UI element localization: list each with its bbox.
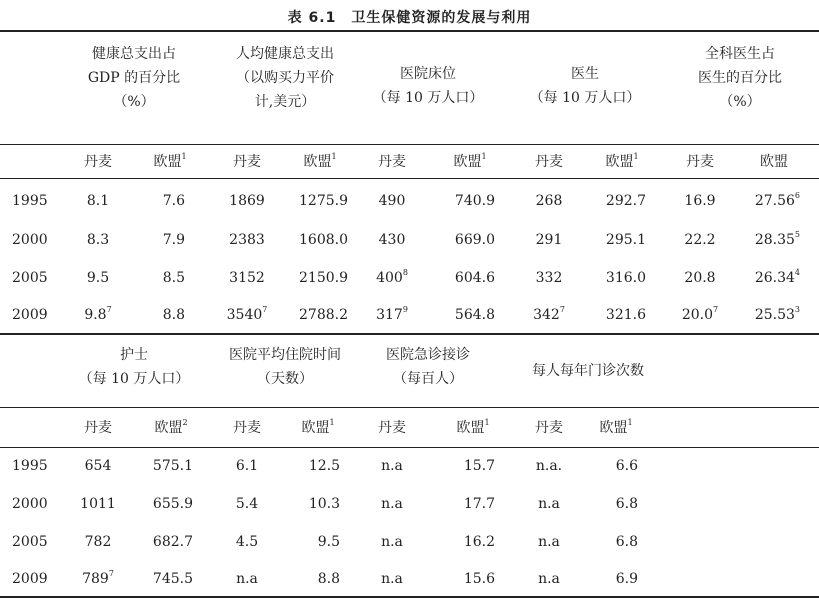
subheader-denmark: 丹麦 [84,154,112,170]
cell-eu: 28.35$^5$ [754,230,800,248]
cell-denmark: 20.8 [684,270,716,286]
cell-denmark: n.a [381,534,403,550]
header-line: （天数） [257,371,313,387]
header-line: GDP 的百分比 [87,70,181,86]
cell-eu: 25.53$^3$ [754,305,800,323]
footnote-mark: 4 [794,268,800,278]
cell-denmark: n.a. [535,458,563,474]
cell-eu: 655.9 [152,496,193,512]
cell-eu: 6.8 [615,496,638,512]
footnote-mark: 1 [627,418,633,428]
cell-eu: 7.9 [162,232,185,248]
cell-denmark: 8.1 [86,193,110,209]
header-line: 每人每年门诊次数 [532,363,644,379]
subheader-denmark: 丹麦 [378,420,406,436]
cell-eu: 1608.0 [299,232,348,248]
cell-eu: 682.7 [152,534,193,550]
upper-group-header-5 [650,42,819,114]
footnote-mark: 8 [402,268,408,278]
row-year: 2009 [12,571,48,587]
subheader-eu: 欧盟$^1$ [453,152,487,170]
cell-denmark: n.a [538,496,560,512]
cell-eu: 9.5 [317,534,340,550]
cell-eu: 575.1 [152,458,193,474]
footnote-mark: 7 [106,305,112,315]
row-year: 2000 [12,232,48,248]
cell-denmark: 9.5 [86,270,110,286]
lower-group-header-3 [338,343,518,391]
table-title: 表 6.1 卫生保健资源的发展与利用 [287,10,532,26]
cell-denmark: $789^7$ [82,569,114,587]
footnote-mark: 7 [559,305,565,315]
cell-denmark: 2383 [229,232,265,248]
subheader-eu: 欧盟 [760,154,788,170]
row-year: 2005 [12,270,48,286]
cell-denmark: n.a [236,571,258,587]
subheader-denmark: 丹麦 [84,420,112,436]
cell-eu: 745.5 [152,571,193,587]
cell-denmark: n.a [538,571,560,587]
header-line: （每 10 万人口） [78,371,190,387]
cell-denmark: n.a [381,496,403,512]
cell-eu: 292.7 [605,193,646,209]
cell-denmark: 6.1 [235,458,259,474]
cell-denmark: 1011 [80,496,116,512]
cell-denmark: 1869 [229,193,265,209]
subheader-denmark: 丹麦 [535,420,563,436]
cell-eu: 316.0 [605,270,646,286]
upper-subheader-rule [0,178,819,179]
cell-denmark: 22.2 [684,232,716,248]
upper-header-rule [0,144,819,145]
cell-denmark: 20.0$^7$ [681,305,719,323]
row-year: 2000 [12,496,48,512]
cell-eu: 564.8 [454,307,495,323]
cell-denmark: 3540$^7$ [226,305,268,323]
subheader-denmark: 丹麦 [535,154,563,170]
cell-eu: 2788.2 [299,307,348,323]
upper-group-header-3 [338,62,518,110]
cell-denmark: 782 [84,534,112,550]
cell-denmark: 8.3 [86,232,110,248]
lower-subheader-rule [0,447,819,448]
cell-denmark: 490 [378,193,406,209]
footnote-mark: 1 [484,418,490,428]
middle-rule [0,333,819,335]
footnote-mark: 1 [331,152,337,162]
footnote-mark: 9 [402,305,408,315]
cell-eu: 15.7 [463,458,495,474]
cell-denmark: $9.8^7$ [84,305,112,323]
header-line: 计,美元） [254,94,316,110]
cell-denmark: $317^9$ [376,305,408,323]
header-line: 医院床位 [400,66,456,82]
header-line: 医生的百分比 [698,70,782,86]
row-year: 1995 [12,458,48,474]
cell-denmark: n.a [538,534,560,550]
cell-eu: 6.8 [615,534,638,550]
subheader-denmark: 丹麦 [233,420,261,436]
header-line: （%） [719,94,761,110]
cell-eu: 12.5 [308,458,340,474]
row-year: 2009 [12,307,48,323]
header-line: 健康总支出占 [92,46,176,62]
header-line: 医院急诊接诊 [386,347,470,363]
cell-eu: 6.9 [615,571,638,587]
footnote-mark: 1 [329,418,335,428]
subheader-eu: 欧盟$^2$ [154,418,188,436]
header-line: （每 10 万人口） [372,90,484,106]
header-line: 人均健康总支出 [236,46,334,62]
subheader-eu: 欧盟$^1$ [456,418,490,436]
cell-denmark: n.a [381,571,403,587]
cell-eu: 26.34$^4$ [754,268,800,286]
footnote-mark: 7 [108,569,114,579]
subheader-eu: 欧盟$^1$ [599,418,633,436]
footnote-mark: 2 [182,418,188,428]
header-line: 全科医生占 [705,46,775,62]
header-line: （%） [113,94,155,110]
cell-eu: 321.6 [605,307,646,323]
footnote-mark: 5 [794,230,800,240]
subheader-denmark: 丹麦 [378,154,406,170]
cell-eu: 16.2 [463,534,495,550]
cell-denmark: 3152 [229,270,265,286]
subheader-denmark: 丹麦 [233,154,261,170]
footnote-mark: 1 [633,152,639,162]
cell-denmark: 332 [535,270,563,286]
row-year: 1995 [12,193,48,209]
upper-group-header-4 [495,62,675,110]
header-line: （每百人） [393,371,463,387]
subheader-eu: 欧盟$^1$ [605,152,639,170]
header-line: （每 10 万人口） [529,90,641,106]
cell-eu: 7.6 [162,193,185,209]
cell-eu: 8.8 [317,571,340,587]
top-rule [0,30,819,32]
footnote-mark: 1 [481,152,487,162]
cell-eu: 8.5 [162,270,185,286]
cell-denmark: $400^8$ [376,268,408,286]
cell-eu: 669.0 [454,232,495,248]
cell-denmark: 268 [535,193,563,209]
row-year: 2005 [12,534,48,550]
subheader-denmark: 丹麦 [686,154,714,170]
header-line: 护士 [120,347,148,363]
lower-group-header-4 [498,359,678,383]
footnote-mark: 7 [262,305,268,315]
cell-denmark: 16.9 [684,193,716,209]
cell-eu: 8.8 [162,307,185,323]
subheader-eu: 欧盟$^1$ [303,152,337,170]
cell-eu: 27.56$^6$ [754,191,800,209]
bottom-rule [0,596,819,598]
cell-eu: 295.1 [605,232,646,248]
cell-denmark: 654 [84,458,112,474]
cell-eu: 740.9 [454,193,495,209]
subheader-eu: 欧盟$^1$ [301,418,335,436]
header-line: 医院平均住院时间 [229,347,341,363]
cell-eu: 1275.9 [299,193,348,209]
cell-eu: 2150.9 [299,270,348,286]
cell-denmark: 5.4 [235,496,259,512]
cell-eu: 604.6 [454,270,495,286]
header-line: （以购买力平价 [236,70,334,86]
footnote-mark: 6 [794,191,800,201]
footnote-mark: 7 [713,305,719,315]
footnote-mark: 3 [794,305,800,315]
cell-denmark: $342^7$ [533,305,565,323]
cell-eu: 6.6 [615,458,638,474]
header-line: 医生 [571,66,599,82]
cell-denmark: 430 [378,232,406,248]
footnote-mark: 1 [181,152,187,162]
cell-eu: 17.7 [463,496,495,512]
cell-denmark: 291 [535,232,563,248]
lower-header-rule [0,407,819,408]
cell-eu: 10.3 [308,496,340,512]
cell-denmark: 4.5 [235,534,259,550]
cell-denmark: n.a [381,458,403,474]
cell-eu: 15.6 [463,571,495,587]
subheader-eu: 欧盟$^1$ [153,152,187,170]
